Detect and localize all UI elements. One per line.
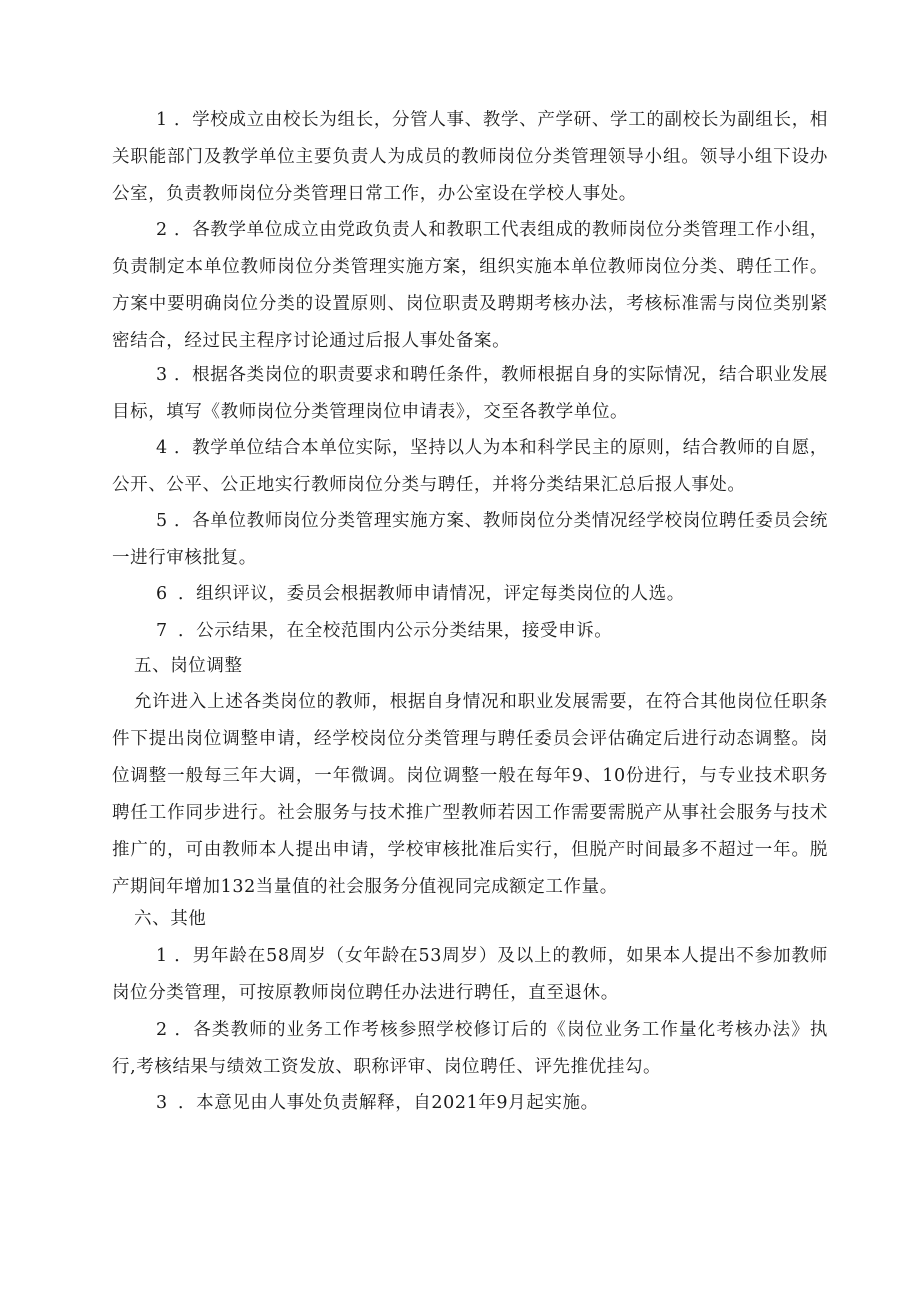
section5-body: 允许进入上述各类岗位的教师，根据自身情况和职业发展需要，在符合其他岗位任职条件下提出岗位调整申请，经学校岗位分类管理与聘任委员会评估确定后进行动态调整。岗位调整一般每三年大调，一年微调。岗位调整一般在每年9、10份进行，与专业技术职务聘任工作同步进行。社会服务与技术推广型教师若因工作需要需脱产从事社会服务与技术推广的，可由教师本人提出申请，学校审核批准后实行，但脱产时间最多不超过一年。脱产期间年增加132当量值的社会服务分值视同完成额定工作量。 [112, 692, 828, 897]
item-text: ．男年龄在58周岁（女年龄在53周岁）及以上的教师，如果本人提出不参加教师岗位分类管理，可按原教师岗位聘任办法进行聘任，直至退休。 [112, 946, 828, 1003]
item-text: ．教学单位结合本单位实际，坚持以人为本和科学民主的原则，结合教师的自愿，公开、公平、公正地实行教师岗位分类与聘任，并将分类结果汇总后报人事处。 [112, 438, 828, 495]
section6-heading: 六、其他 [134, 909, 207, 929]
item-number: 1 [156, 110, 168, 130]
item-number: 3 [156, 365, 168, 385]
item-text: ．学校成立由校长为组长，分管人事、教学、产学研、学工的副校长为副组长，相关职能部门及教学单位主要负责人为成员的教师岗位分类管理领导小组。领导小组下设办公室，负责教师岗位分类管理日常工作，办公室设在学校人事处。 [112, 110, 828, 204]
section5-heading: 五、岗位调整 [134, 656, 243, 676]
section4-item-4 [112, 430, 828, 504]
item-number: 2 [156, 220, 168, 240]
item-number: 6 [156, 584, 168, 604]
section4-item-1 [112, 102, 828, 213]
section6-item-1 [112, 938, 828, 1012]
item-number: 5 [156, 511, 168, 531]
item-number: 3 [156, 1093, 168, 1113]
item-text: ．各类教师的业务工作考核参照学校修订后的《岗位业务工作量化考核办法》执行,考核结果与绩效工资发放、职称评审、岗位聘任、评先推优挂勾。 [112, 1020, 829, 1077]
item-text: ．各单位教师岗位分类管理实施方案、教师岗位分类情况经学校岗位聘任委员会统一进行审核批复。 [112, 511, 828, 568]
item-text: ．根据各类岗位的职责要求和聘任条件，教师根据自身的实际情况，结合职业发展目标，填写《教师岗位分类管理岗位申请表》，交至各教学单位。 [112, 365, 828, 422]
section4-item-6 [112, 576, 828, 613]
item-number: 4 [156, 438, 168, 458]
item-text: ．本意见由人事处负责解释，自2021年9月起实施。 [178, 1093, 599, 1113]
item-number: 7 [156, 621, 168, 641]
item-number: 2 [156, 1020, 168, 1040]
section4-item-2 [112, 212, 828, 360]
item-text: ．组织评议，委员会根据教师申请情况，评定每类岗位的人选。 [178, 584, 685, 604]
item-number: 1 [156, 946, 168, 966]
section4-item-5 [112, 503, 828, 577]
section4-item-3 [112, 357, 828, 431]
section6-item-2 [112, 1012, 828, 1086]
item-text: ．各教学单位成立由党政负责人和教职工代表组成的教师岗位分类管理工作小组，负责制定本单位教师岗位分类管理实施方案，组织实施本单位教师岗位分类、聘任工作。方案中要明确岗位分类的设置原则、岗位职责及聘期考核办法，考核标准需与岗位类别紧密结合，经过民主程序讨论通过后报人事处备案。 [112, 220, 828, 351]
section4-item-7 [112, 613, 828, 650]
item-text: ．公示结果，在全校范围内公示分类结果，接受申诉。 [178, 621, 613, 641]
section6-item-3 [112, 1085, 828, 1122]
